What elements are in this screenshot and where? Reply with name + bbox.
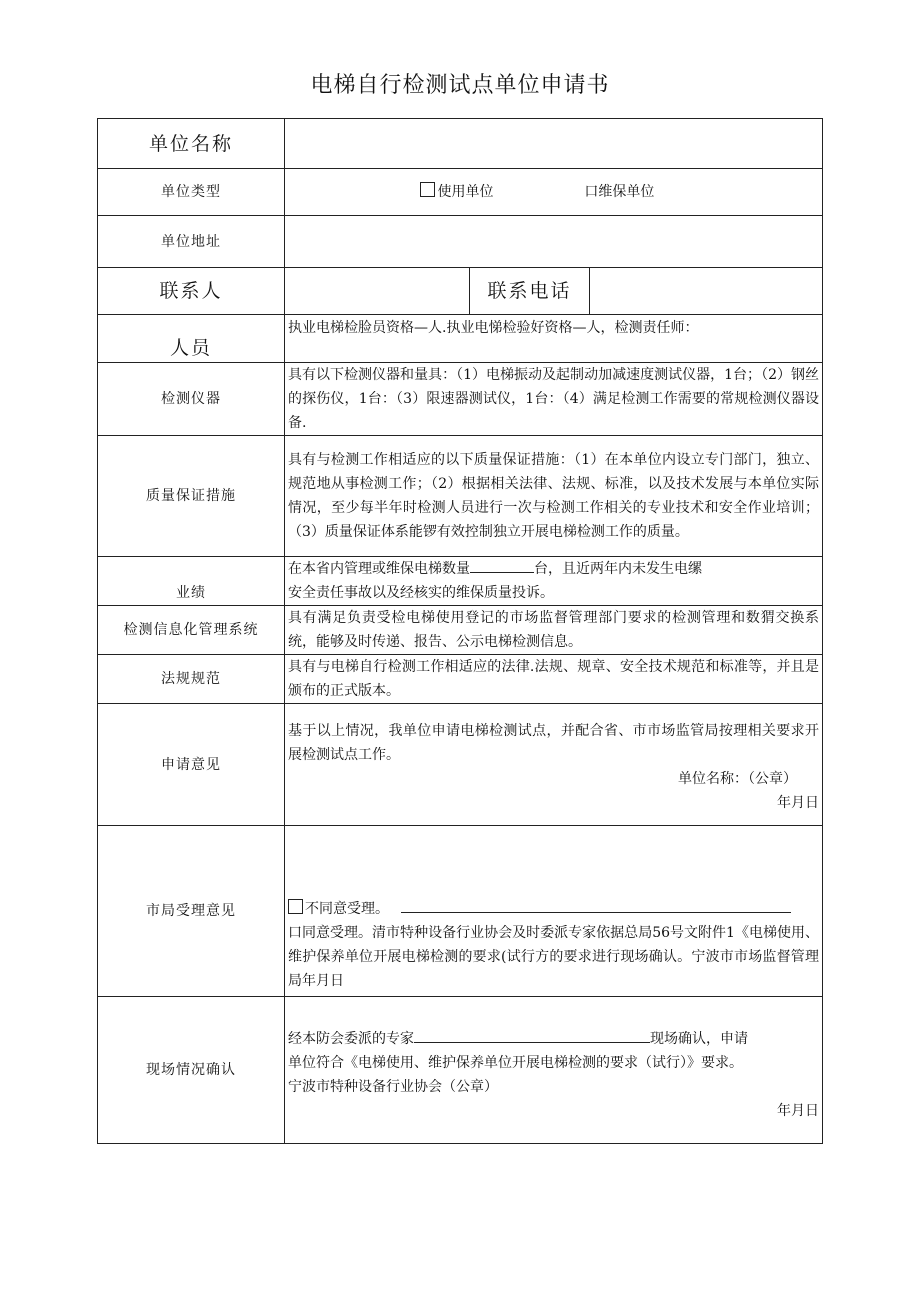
row-instruments — [98, 363, 823, 436]
bureau-agree-text: 口同意受理。清市特种设备行业协会及时委派专家依据总局56号文附件1《电梯使用、维护保养单位开展电梯检测的要求(试行方的要求进行现场确认。宁波市市场监督管理局年月日 — [288, 925, 820, 989]
instruments-label: 检测仪器 — [98, 363, 285, 436]
onsite-line-3: 宁波市特种设备行业协会（公章） — [288, 1079, 498, 1095]
performance-label: 业绩 — [98, 557, 285, 606]
unit-name-field[interactable] — [285, 119, 823, 169]
checkbox-disagree[interactable] — [288, 901, 305, 917]
unit-type-options — [285, 169, 823, 216]
expert-name-blank[interactable] — [414, 1028, 650, 1043]
onsite-line-1: 经本防会委派的专家 现场确认，申请 — [288, 1027, 819, 1051]
bureau-disagree-line: 不同意受理。 — [288, 897, 819, 921]
bureau-label: 市局受理意见 — [98, 826, 285, 997]
application-seal: 单位名称：（公章） — [678, 770, 798, 787]
quality-text: 具有与检测工作相适应的以下质量保证措施：（1）在本单位内设立专门部门，独立、规范地从事检测工作；（2）根据相关法律、法规、标准，以及技术发展与本单位实际情况，至少每半年时检测人员进行一次与检测工作相关的专业技术和安全作业培训；（3）质量保证体系能锣有效控制独立开展电梯检测工作的质量。 — [285, 436, 823, 557]
row-contact — [98, 268, 823, 315]
contact-field[interactable] — [285, 268, 470, 315]
checkbox-user-unit[interactable]: 使用单位 — [420, 184, 493, 200]
bureau-cell — [285, 826, 823, 997]
disagree-reason-blank[interactable] — [401, 898, 791, 913]
onsite-cell — [285, 997, 823, 1144]
info-system-label: 检测信息化管理系统 — [98, 606, 285, 655]
personnel-label: 人员 — [98, 315, 285, 363]
row-bureau — [98, 826, 823, 997]
unit-name-label: 单位名称 — [98, 119, 285, 169]
instruments-text: 具有以下检测仪器和量具：（1）电梯振动及起制动加减速度测试仪器，1台；（2）钢丝的探伤仪，1台：（3）限速器测试仪，1台：（4）满足检测工作需要的常规检测仪器设备. — [285, 363, 823, 436]
personnel-text: 执业电梯检脸员资格—人.执业电悌检验好资格—人，检测责任师： — [285, 315, 823, 363]
onsite-label: 现场情况确认 — [98, 997, 285, 1144]
elevator-count-blank[interactable] — [470, 558, 534, 573]
phone-label: 联系电话 — [470, 268, 590, 315]
unit-type-label: 单位类型 — [98, 169, 285, 216]
quality-label: 质量保证措施 — [98, 436, 285, 557]
row-personnel — [98, 315, 823, 363]
row-onsite — [98, 997, 823, 1144]
phone-field[interactable] — [590, 268, 823, 315]
regulations-text: 具有与电梯自行检测工作相适应的法律.法规、规章、安全技术规范和标准等，并且是颁布的正式版本。 — [285, 655, 823, 704]
row-info-system — [98, 606, 823, 655]
contact-label: 联系人 — [98, 268, 285, 315]
checkbox-icon — [288, 899, 303, 914]
info-system-text: 具有满足负责受检电梯使用登记的市场监督管理部门要求的检测管理和数猬交换系统，能够及时传递、报告、公示电梯检测信息。 — [285, 606, 823, 655]
application-text: 基于以上情况，我单位申请电梯检测试点，并配合省、市市场监管局按理相关要求开展检测试点工作。 — [288, 722, 820, 763]
row-unit-address — [98, 216, 823, 268]
application-label: 申请意见 — [98, 704, 285, 826]
page-title: 电梯自行检测试点单位申请书 — [310, 73, 610, 98]
row-performance — [98, 557, 823, 606]
unit-address-label: 单位地址 — [98, 216, 285, 268]
row-application — [98, 704, 823, 826]
option-maintenance-unit[interactable]: 口维保单位 — [584, 184, 655, 200]
row-regulations — [98, 655, 823, 704]
unit-address-field[interactable] — [285, 216, 823, 268]
performance-text: 在本省内管理或维保电梯数量 台，且近两年内未发生电缧 安全责任事故以及经核实的维保质量投诉。 — [285, 557, 823, 606]
onsite-line-2: 单位符合《电梯使用、维护保养单位开展电梯检测的要求（试行）》要求。 — [288, 1055, 743, 1071]
application-date: 年月日 — [777, 794, 820, 811]
application-form-table — [97, 118, 823, 1144]
regulations-label: 法规规范 — [98, 655, 285, 704]
onsite-date: 年月日 — [777, 1103, 820, 1119]
application-cell — [285, 704, 823, 826]
row-quality — [98, 436, 823, 557]
row-unit-type — [98, 169, 823, 216]
row-unit-name — [98, 119, 823, 169]
checkbox-icon — [420, 182, 435, 197]
